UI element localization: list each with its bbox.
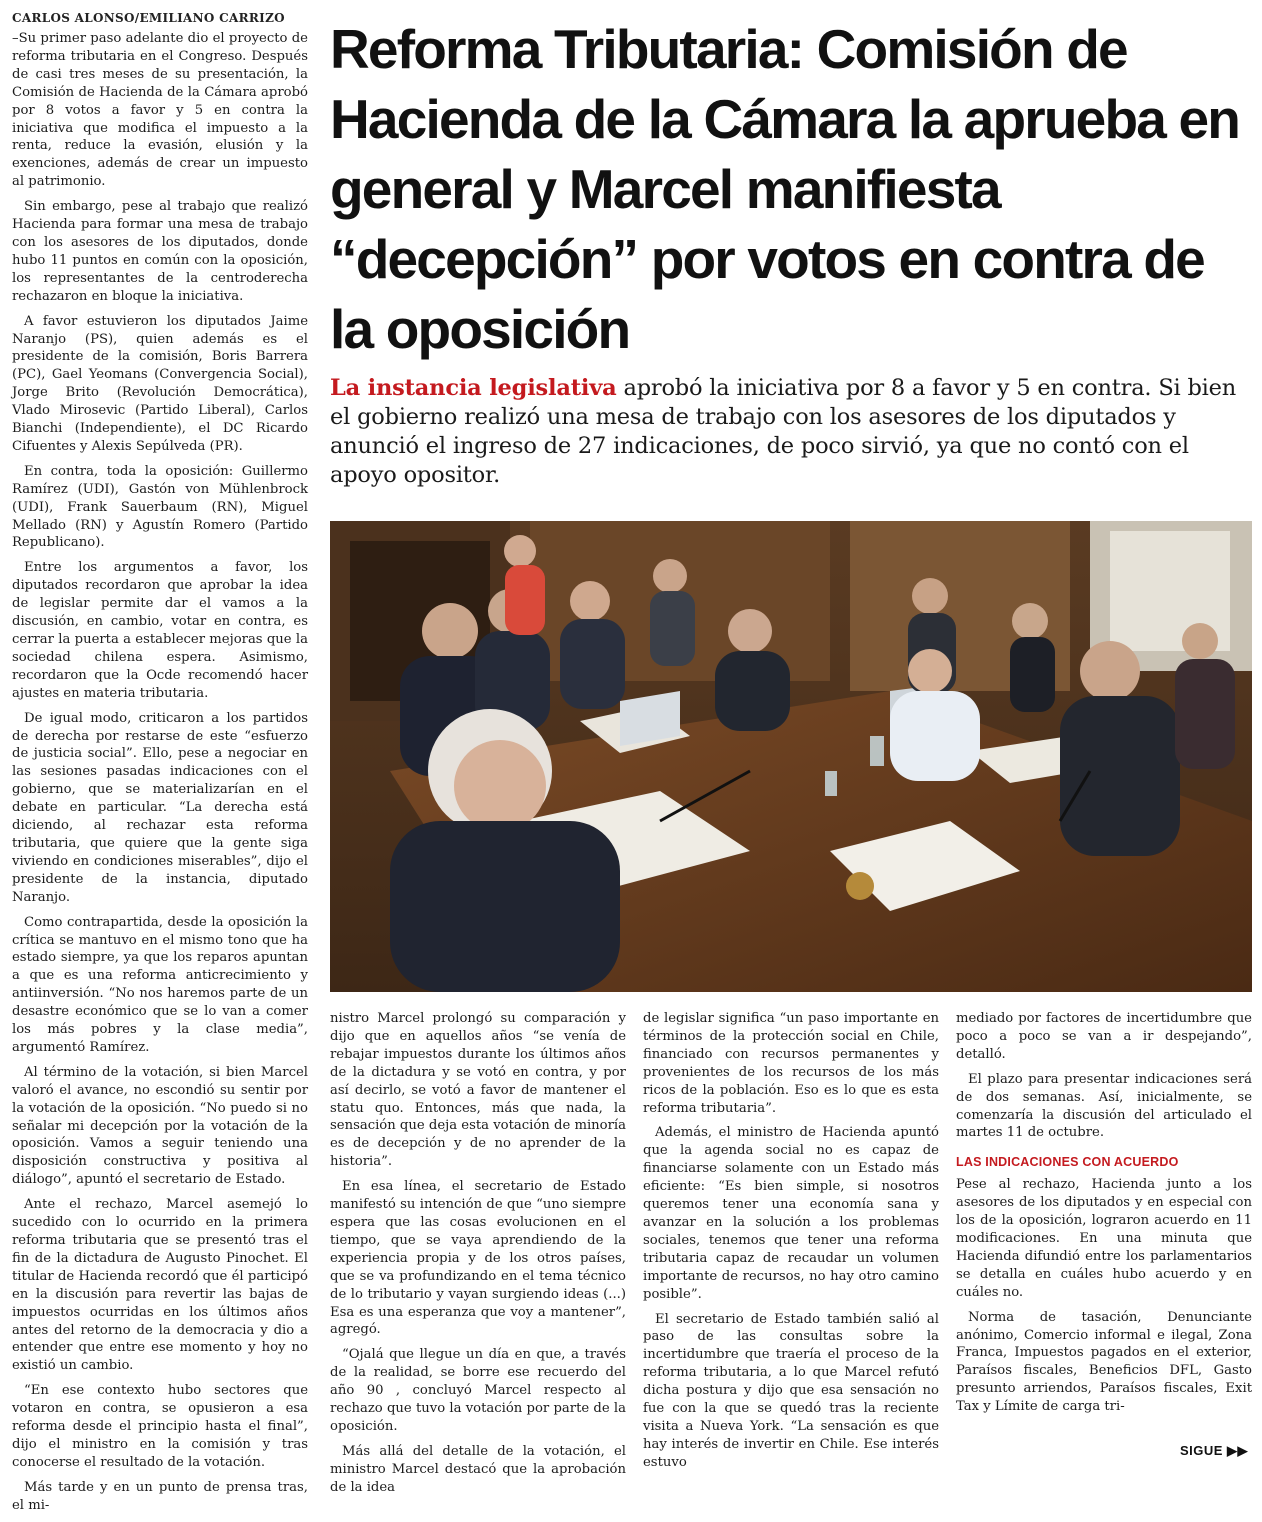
column-4 bbox=[956, 1010, 1252, 1423]
byline: CARLOS ALONSO/EMILIANO CARRIZO bbox=[12, 11, 285, 25]
paragraph: A favor estuvieron los diputados Jaime Naranjo (PS), quien además es el presidente de la comisión, Boris Barrera (PC), Gael Yeomans (Convergencia Social), Jorge Brito (Revolución Democrática), Vlado Mirosevic (Partido Liberal), Carlos Bianchi (Independiente), el DC Ricardo Cifuentes y Alexis Sepúlveda (PR). bbox=[12, 313, 308, 454]
paragraph: –Su primer paso adelante dio el proyecto de reforma tributaria en el Congreso. Después de casi tres meses de su presentación, la Comisión de Hacienda de la Cámara aprobó por 8 votos a favor y 5 en contra la iniciativa que modifica el impuesto a la renta, reduce la evasión, elusión y la exenciones, además de crear un impuesto al patrimonio. bbox=[12, 31, 308, 190]
lead-paragraph bbox=[330, 374, 1250, 490]
photo-illustration bbox=[330, 521, 1252, 992]
section-subhead: LAS INDICACIONES CON ACUERDO bbox=[956, 1155, 1179, 1170]
paragraph: Entre los argumentos a favor, los diputados recordaron que aprobar la idea de legislar permite dar el vamos a la discusión, en cambio, votar en contra, es cerrar la puerta a establecer mejoras que la sociedad chilena espera. Asimismo, recordaron que la Ocde recomendó hacer ajustes en materia tributaria. bbox=[12, 560, 308, 701]
paragraph: Al término de la votación, si bien Marcel valoró el avance, no escondió su sentir por la votación de la oposición. “No puedo si no señalar mi decepción por la votación de la oposición. Vamos a seguir teniendo una disposición constructiva y positiva al diálogo”, apuntó el secretario de Estado. bbox=[12, 1064, 308, 1188]
paragraph: de legislar significa “un paso importante en términos de la protección social en Chile, financiado con recursos permanentes y provenientes de los recursos de los más ricos de la población. Eso es lo que es esta reforma tributaria”. bbox=[643, 1011, 939, 1116]
paragraph: nistro Marcel prolongó su comparación y dijo que en aquellos años “se venía de rebajar impuestos durante los últimos años de la dictadura y se votó en contra, y por así decirlo, se votó a favor de mantener el statu quo. Entonces, más que nada, la sensación que deja esta votación de minoría es de decepción y de no aprender de la historia”. bbox=[330, 1011, 626, 1170]
paragraph: En contra, toda la oposición: Guillermo Ramírez (UDI), Gastón von Mühlenbrock (UDI), Frank Sauerbaum (RN), Miguel Mellado (RN) y Agustín Romero (Partido Republicano). bbox=[12, 463, 308, 551]
paragraph: Sin embargo, pese al trabajo que realizó Hacienda para formar una mesa de trabajo con los asesores de los diputados, donde hubo 11 puntos en común con la oposición, los representantes de la centroderecha rechazaron en bloque la iniciativa. bbox=[12, 199, 308, 304]
paragraph: Más allá del detalle de la votación, el ministro Marcel destacó que la aprobación de la idea bbox=[330, 1443, 626, 1495]
continue-label: SIGUE ▶▶ bbox=[1179, 1443, 1248, 1458]
paragraph: “Ojalá que llegue un día en que, a través de la realidad, se borre ese recuerdo del año 90 , concluyó Marcel respecto al rechazo que tuvo la votación por parte de la oposición. bbox=[330, 1347, 626, 1434]
paragraph: Como contrapartida, desde la oposición la crítica se mantuvo en el mismo tono que ha estado siempre, ya que los reparos apuntan a que es una reforma anticrecimiento y antiinversión. “No nos haremos parte de un desastre económico que se lo van a comer los más pobres y la clase media”, argumentó Ramírez. bbox=[12, 914, 308, 1055]
paragraph: Además, el ministro de Hacienda apuntó que la agenda social no es capaz de financiarse solamente con un Estado más eficiente: “Es bien simple, si nosotros queremos tener una economía sana y avanzar en la solución a los problemas sociales, tenemos que tener una reforma tributaria capaz de recaudar un volumen importante de recursos, no hay otro camino posible”. bbox=[643, 1125, 939, 1302]
paragraph: De igual modo, criticaron a los partidos de derecha por restarse de este “esfuerzo de justicia social”. Ello, pese a negociar en las sesiones pasadas indicaciones con el gobierno, que se materializarían en el debate en particular. “La derecha está diciendo, al rechazar esta reforma tributaria, que quiere que la gente siga viviendo en condiciones miserables”, dijo el presidente de la instancia, diputado Naranjo. bbox=[12, 710, 308, 905]
headline: Reforma Tributaria: Comisión de Hacienda de la Cámara la aprueba en general y Marcel manifiesta “decepción” por votos en contra de la oposición bbox=[330, 18, 1240, 360]
column-1 bbox=[12, 30, 308, 1522]
paragraph: En esa línea, el secretario de Estado manifestó su intención de que “uno siempre espera que las cosas evolucionen en el tiempo, que se vaya aprendiendo de la experiencia propia y de los otros países, que se va profundizando en el tema técnico de lo tributario y vayan surgiendo ideas (...) Esa es una esperanza que voy a mantener”, agregó. bbox=[330, 1179, 626, 1338]
paragraph: El secretario de Estado también salió al paso de las consultas sobre la incertidumbre que traería el proceso de la reforma tributaria, a lo que Marcel refutó dicha postura y dijo que esa sensación no fue con la que se quedó tras la reciente visita a Nueva York. “La sensación es que hay interés de invertir en Chile. Ese interés estuvo bbox=[643, 1311, 939, 1470]
news-photo bbox=[330, 521, 1252, 992]
paragraph: Pese al rechazo, Hacienda junto a los asesores de los diputados y en especial con los de la oposición, lograron acuerdo en 11 modificaciones. En una minuta que Hacienda difundió entre los parlamentarios se detalla en cuáles hubo acuerdo y en cuáles no. bbox=[956, 1177, 1252, 1300]
paragraph: Ante el rechazo, Marcel asemejó lo sucedido con lo ocurrido en la primera reforma tributaria que se presentó tras el fin de la dictadura de Augusto Pinochet. El titular de Hacienda recordó que él participó en la discusión para revertir las bajas de impuestos ocurridas en los últimos años antes del retorno de la democracia y dio a entender que entre ese momento y hoy no existió un cambio. bbox=[12, 1197, 308, 1374]
column-3 bbox=[643, 1010, 939, 1479]
paragraph: Norma de tasación, Denunciante anónimo, Comercio informal e ilegal, Zona Franca, Impuestos pagados en el exterior, Paraísos fiscales, Beneficios DFL, Gasto presunto arriendos, Paraísos fiscales, Exit Tax y Límite de carga tri- bbox=[956, 1309, 1252, 1415]
column-2 bbox=[330, 1010, 626, 1504]
lead-text: aprobó la iniciativa por 8 a favor y 5 en contra. Si bien el gobierno realizó una mesa de trabajo con los asesores de los diputados y anunció el ingreso de 27 indicaciones, de poco sirvió, ya que no contó con el apoyo opositor. bbox=[330, 375, 1237, 488]
paragraph: mediado por factores de incertidumbre que poco a poco se van a ir despejando”, detalló. bbox=[956, 1011, 1252, 1062]
lead-highlight: La instancia legislativa bbox=[330, 375, 617, 401]
paragraph: El plazo para presentar indicaciones será de dos semanas. Así, inicialmente, se comenzaría la discusión del articulado el martes 11 de octubre. bbox=[956, 1071, 1252, 1141]
paragraph: Más tarde y en un punto de prensa tras, el mi- bbox=[12, 1479, 308, 1513]
paragraph: “En ese contexto hubo sectores que votaron en contra, se opusieron a esa reforma desde el principio hasta el final”, dijo el ministro en la comisión y tras conocerse el resultado de la votación. bbox=[12, 1383, 308, 1470]
